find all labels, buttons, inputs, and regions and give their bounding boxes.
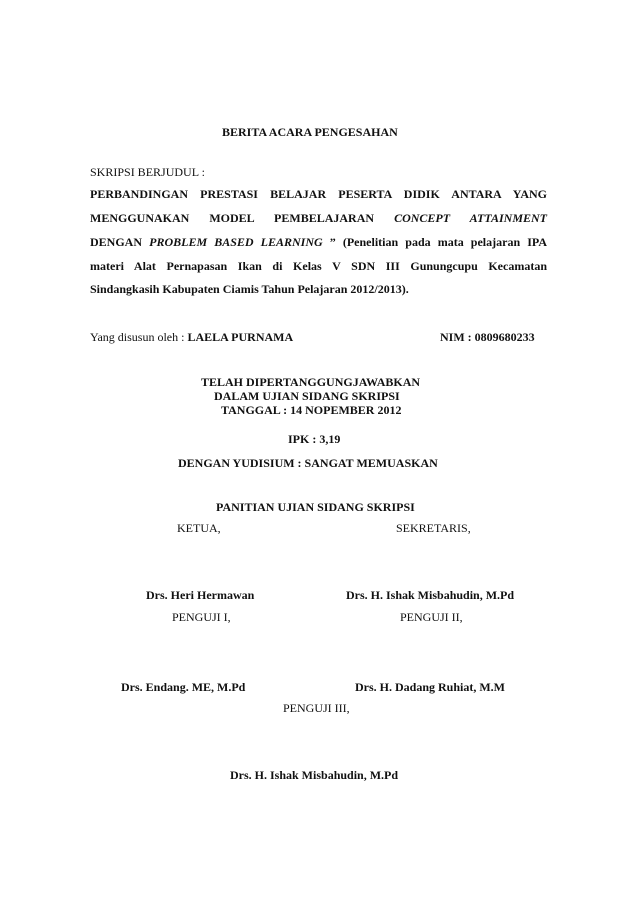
skripsi-label: SKRIPSI BERJUDUL : (90, 165, 205, 179)
sekretaris-label: SEKRETARIS, (396, 521, 471, 535)
penguji-1-label: PENGUJI I, (172, 610, 231, 624)
skripsi-title-line-3-italic: PROBLEM BASED LEARNING (149, 235, 323, 249)
author-nim: NIM : 0809680233 (440, 330, 535, 344)
document-title: BERITA ACARA PENGESAHAN (222, 125, 398, 139)
exam-date: TANGGAL : 14 NOPEMBER 2012 (221, 403, 402, 417)
ketua-label: KETUA, (177, 521, 221, 535)
penguji-3-name: Drs. H. Ishak Misbahudin, M.Pd (230, 768, 399, 782)
ketua-name: Drs. Heri Hermawan (146, 588, 255, 602)
exam-yudisium: DENGAN YUDISIUM : SANGAT MEMUASKAN (178, 456, 438, 470)
author-name: LAELA PURNAMA (187, 330, 294, 344)
skripsi-title-line-4: materi Alat Pernapasan Ikan di Kelas V SDN III Gunungcupu Kecamatan (90, 259, 547, 273)
skripsi-title-line-5: Sindangkasih Kabupaten Ciamis Tahun Pelajaran 2012/2013). (90, 282, 409, 296)
sekretaris-name: Drs. H. Ishak Misbahudin, M.Pd (346, 588, 515, 602)
penguji-2-name: Drs. H. Dadang Ruhiat, M.M (355, 680, 506, 694)
committee-heading: PANITIAN UJIAN SIDANG SKRIPSI (216, 500, 415, 514)
skripsi-title-line-2 (90, 211, 547, 226)
penguji-2-label: PENGUJI II, (400, 610, 463, 624)
skripsi-title-line-1: PERBANDINGAN PRESTASI BELAJAR PESERTA DIDIK ANTARA YANG (90, 187, 547, 201)
penguji-1-name: Drs. Endang. ME, M.Pd (121, 680, 246, 694)
exam-ipk: IPK : 3,19 (288, 432, 341, 446)
penguji-3-label: PENGUJI III, (283, 701, 350, 715)
exam-line-1: TELAH DIPERTANGGUNGJAWABKAN (201, 375, 421, 389)
skripsi-title-line-3-text: DENGAN (90, 235, 150, 249)
author-line (90, 330, 293, 345)
author-label: Yang disusun oleh : (90, 330, 188, 344)
exam-line-2: DALAM UJIAN SIDANG SKRIPSI (214, 389, 400, 403)
skripsi-title-line-3 (90, 235, 547, 250)
skripsi-title-line-2-italic: CONCEPT ATTAINMENT (394, 211, 547, 225)
skripsi-title-line-3-rest: ” (Penelitian pada mata pelajaran IPA (322, 235, 547, 249)
skripsi-title-line-2-text: MENGGUNAKAN MODEL PEMBELAJARAN (90, 211, 395, 225)
